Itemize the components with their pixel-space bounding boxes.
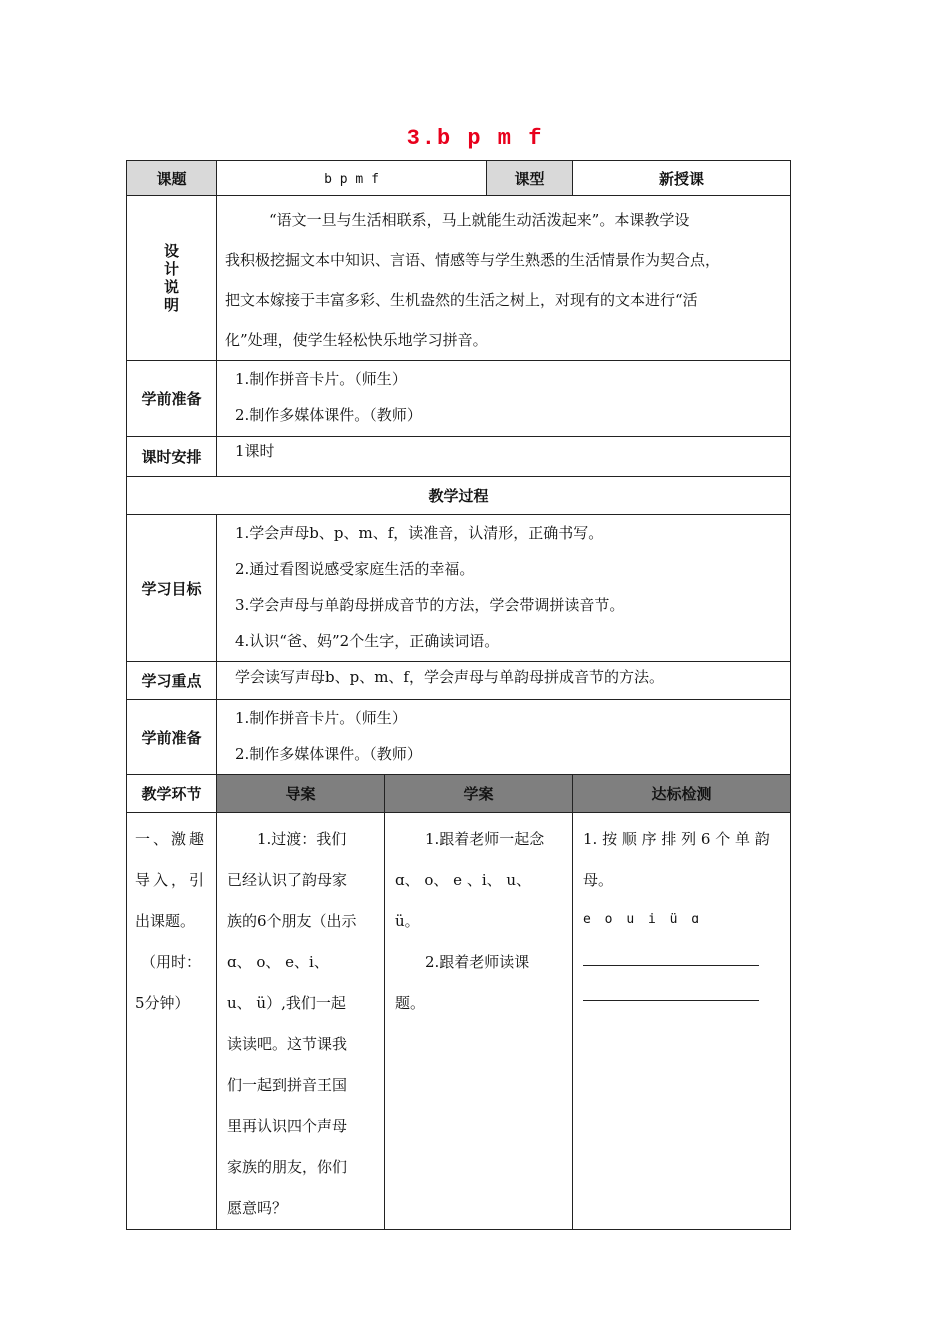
guide-line: 已经认识了韵母家	[227, 871, 348, 889]
guide-line: 族的6个朋友（出示	[227, 912, 357, 930]
schedule-value: 1课时	[235, 442, 275, 460]
prep-item: 2.制作多媒体课件。（教师）	[235, 406, 422, 424]
prep-label-1: 学前准备	[127, 361, 217, 437]
guide-line: ɑ、 o、 e、i、	[227, 953, 329, 971]
process-heading-row	[127, 477, 791, 515]
goals-content	[217, 515, 791, 662]
study-line: 题。	[395, 994, 426, 1012]
design-line: 化”处理，使学生轻松快乐地学习拼音。	[225, 331, 488, 349]
columns-header-row	[127, 775, 791, 813]
check-letters: e o u i ü ɑ	[583, 912, 703, 927]
topic-label: 课题	[127, 161, 217, 196]
prep-item: 1.制作拼音卡片。（师生）	[235, 370, 407, 388]
design-label-char: 明	[163, 296, 179, 314]
goal-item: 3.学会声母与单韵母拼成音节的方法，学会带调拼读音节。	[235, 596, 625, 614]
key-points-row	[127, 662, 791, 700]
guide-line: 里再认识四个声母	[227, 1117, 348, 1135]
stage-line: （用时：	[141, 953, 202, 971]
design-line: “语文一旦与生活相联系，马上就能生动活泼起来”。本课教学设	[269, 211, 690, 229]
prep-content-1	[217, 361, 791, 437]
type-value: 新授课	[573, 161, 791, 196]
topic-value-text: b p m f	[324, 172, 379, 187]
guide-line: 1.过渡：我们	[257, 830, 347, 848]
answer-blank-line	[583, 966, 759, 1001]
type-label: 课型	[487, 161, 573, 196]
prep-item: 2.制作多媒体课件。（教师）	[235, 745, 422, 763]
guide-line: u、 ü）,我们一起	[227, 994, 346, 1012]
document-title: 3.b p m f	[406, 126, 544, 151]
column-header-check: 达标检测	[573, 775, 791, 813]
check-line: 母。	[583, 871, 614, 889]
key-points-label: 学习重点	[127, 662, 217, 700]
design-label-char: 设	[163, 242, 179, 260]
column-header-study: 学案	[385, 775, 573, 813]
stage-row	[127, 813, 791, 1230]
goals-label: 学习目标	[127, 515, 217, 662]
design-row	[127, 196, 791, 361]
design-label-char: 说	[163, 278, 179, 296]
stage-line: 一、激趣	[135, 830, 208, 848]
stage-line: 导入，引	[135, 871, 208, 889]
schedule-label: 课时安排	[127, 437, 217, 477]
column-header-stage: 教学环节	[127, 775, 217, 813]
prep-row-2	[127, 700, 791, 775]
study-line: ü。	[395, 912, 420, 930]
study-line: 1.跟着老师一起念	[425, 830, 545, 848]
stage-line: 5分钟）	[135, 994, 190, 1012]
column-header-guide: 导案	[217, 775, 385, 813]
design-line: 把文本嫁接于丰富多彩、生机盎然的生活之树上，对现有的文本进行“活	[225, 291, 698, 309]
study-cell	[385, 813, 573, 1230]
goals-row	[127, 515, 791, 662]
prep-row-1	[127, 361, 791, 437]
design-label-char: 计	[163, 260, 179, 278]
guide-line: 们一起到拼音王国	[227, 1076, 348, 1094]
lesson-plan-table	[126, 160, 791, 1230]
design-content	[217, 196, 791, 361]
check-letters-row	[573, 901, 790, 937]
prep-item: 1.制作拼音卡片。（师生）	[235, 709, 407, 727]
guide-line: 读读吧。这节课我	[227, 1035, 348, 1053]
topic-row	[127, 161, 791, 196]
topic-value	[217, 161, 487, 196]
process-heading: 教学过程	[127, 477, 791, 515]
guide-line: 家族的朋友，你们	[227, 1158, 348, 1176]
goal-item: 2.通过看图说感受家庭生活的幸福。	[235, 560, 475, 578]
prep-label-2: 学前准备	[127, 700, 217, 775]
goal-item: 1.学会声母b、p、m、f，读准音，认清形，正确书写。	[235, 524, 604, 542]
design-line: 我积极挖掘文本中知识、言语、情感等与学生熟悉的生活情景作为契合点，	[225, 251, 721, 269]
schedule-row	[127, 437, 791, 477]
schedule-content	[217, 437, 791, 477]
study-line: 2.跟着老师读课	[425, 953, 530, 971]
stage-cell	[127, 813, 217, 1230]
study-line: ɑ、 o、 e 、i、 u、	[395, 871, 532, 889]
check-line: 1. 按 顺 序 排 列 6 个 单 韵	[583, 830, 770, 848]
key-points-content	[217, 662, 791, 700]
goal-item: 4.认识“爸、妈”2个生字，正确读词语。	[235, 632, 500, 650]
check-cell	[573, 813, 791, 1230]
prep-content-2	[217, 700, 791, 775]
guide-line: 愿意吗？	[227, 1199, 288, 1217]
design-label	[127, 196, 217, 361]
stage-line: 出课题。	[135, 912, 196, 930]
key-points-value: 学会读写声母b、p、m、f，学会声母与单韵母拼成音节的方法。	[235, 668, 664, 686]
guide-cell	[217, 813, 385, 1230]
answer-blank-line	[583, 937, 759, 966]
